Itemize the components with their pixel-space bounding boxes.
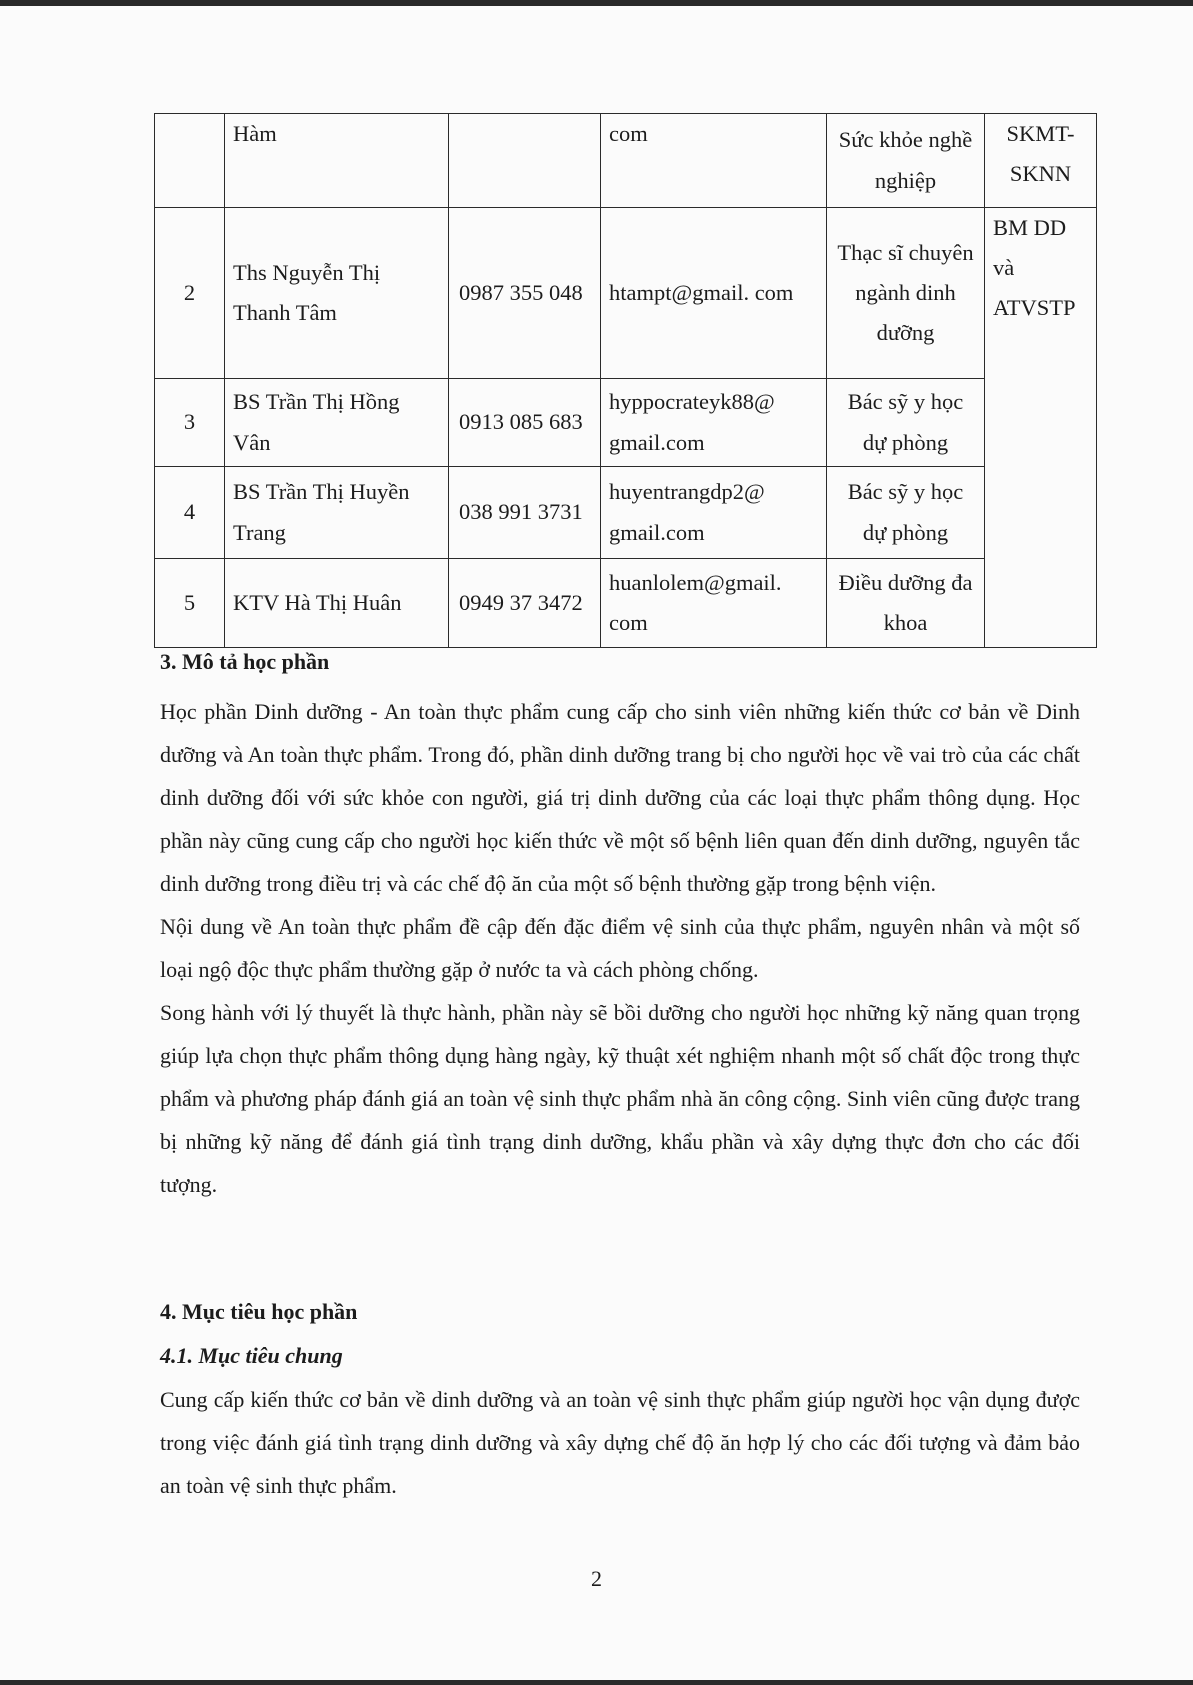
instructor-name: KTV Hà Thị Huân xyxy=(225,559,449,648)
section-4-heading: 4. Mục tiêu học phần xyxy=(160,1299,358,1324)
instructor-name: Hàm xyxy=(225,114,449,208)
scan-top-edge xyxy=(0,0,1193,6)
row-index: 2 xyxy=(155,208,225,379)
table-row xyxy=(155,379,1097,467)
phone-number: 038 991 3731 xyxy=(449,467,601,559)
department-cell: BM DD và ATVSTP xyxy=(985,208,1097,648)
row-index: 5 xyxy=(155,559,225,648)
row-index xyxy=(155,114,225,208)
table-row xyxy=(155,208,1097,379)
scan-bottom-edge xyxy=(0,1680,1193,1685)
course-description xyxy=(160,690,1080,1206)
phone-number: 0949 37 3472 xyxy=(449,559,601,648)
instructor-name: BS Trần Thị Hồng Vân xyxy=(225,379,449,467)
table-row xyxy=(155,114,1097,208)
degree-cell: Sức khỏe nghề nghiệp xyxy=(827,114,985,208)
email-address: huanlolem@gmail. com xyxy=(601,559,827,648)
email-address: com xyxy=(601,114,827,208)
section-4-1-heading: 4.1. Mục tiêu chung xyxy=(160,1343,343,1368)
table-row xyxy=(155,559,1097,648)
page-number: 2 xyxy=(591,1566,602,1591)
table-row xyxy=(155,467,1097,559)
degree-cell: Bác sỹ y học dự phòng xyxy=(827,467,985,559)
row-index: 4 xyxy=(155,467,225,559)
instructor-name: BS Trần Thị Huyền Trang xyxy=(225,467,449,559)
email-address: huyentrangdp2@ gmail.com xyxy=(601,467,827,559)
description-paragraph: Học phần Dinh dưỡng - An toàn thực phẩm cung cấp cho sinh viên những kiến thức cơ bản về Dinh dưỡng và An toàn thực phẩm. Trong đó, phần dinh dưỡng trang bị cho người học về vai trò của các chất dinh dưỡng đối với sức khỏe con người, giá trị dinh dưỡng của các loại thực phẩm thông dụng. Học phần này cũng cung cấp cho người học kiến thức về một số bệnh liên quan đến dinh dưỡng, nguyên tắc dinh dưỡng trong điều trị và các chế độ ăn của một số bệnh thường gặp trong bệnh viện. xyxy=(160,699,1080,896)
phone-number: 0987 355 048 xyxy=(449,208,601,379)
description-paragraph: Song hành với lý thuyết là thực hành, phần này sẽ bồi dưỡng cho người học những kỹ năng quan trọng giúp lựa chọn thực phẩm thông dụng hàng ngày, kỹ thuật xét nghiệm nhanh một số chất độc trong thực phẩm và phương pháp đánh giá an toàn vệ sinh thực phẩm nhà ăn công cộng. Sinh viên cũng được trang bị những kỹ năng để đánh giá tình trạng dinh dưỡng, khẩu phần và xây dựng thực đơn cho các đối tượng. xyxy=(160,1000,1080,1197)
degree-cell: Thạc sĩ chuyên ngành dinh dưỡng xyxy=(827,208,985,379)
section-3-heading: 3. Mô tả học phần xyxy=(160,649,330,674)
degree-cell: Điều dưỡng đa khoa xyxy=(827,559,985,648)
objective-paragraph: Cung cấp kiến thức cơ bản về dinh dưỡng và an toàn vệ sinh thực phẩm giúp người học vận dụng được trong việc đánh giá tình trạng dinh dưỡng và xây dựng chế độ ăn hợp lý cho các đối tượng và đảm bảo an toàn vệ sinh thực phẩm. xyxy=(160,1387,1080,1498)
department-cell: SKMT-SKNN xyxy=(985,114,1097,208)
course-objectives xyxy=(160,1290,1080,1507)
email-address: hyppocrateyk88@ gmail.com xyxy=(601,379,827,467)
instructor-name: Ths Nguyễn Thị Thanh Tâm xyxy=(225,208,449,379)
email-address: htampt@gmail. com xyxy=(601,208,827,379)
description-paragraph: Nội dung về An toàn thực phẩm đề cập đến đặc điểm vệ sinh của thực phẩm, nguyên nhân và một số loại ngộ độc thực phẩm thường gặp ở nước ta và cách phòng chống. xyxy=(160,914,1080,982)
phone-number: 0913 085 683 xyxy=(449,379,601,467)
degree-cell: Bác sỹ y học dự phòng xyxy=(827,379,985,467)
instructor-table xyxy=(154,113,1097,648)
row-index: 3 xyxy=(155,379,225,467)
phone-number xyxy=(449,114,601,208)
